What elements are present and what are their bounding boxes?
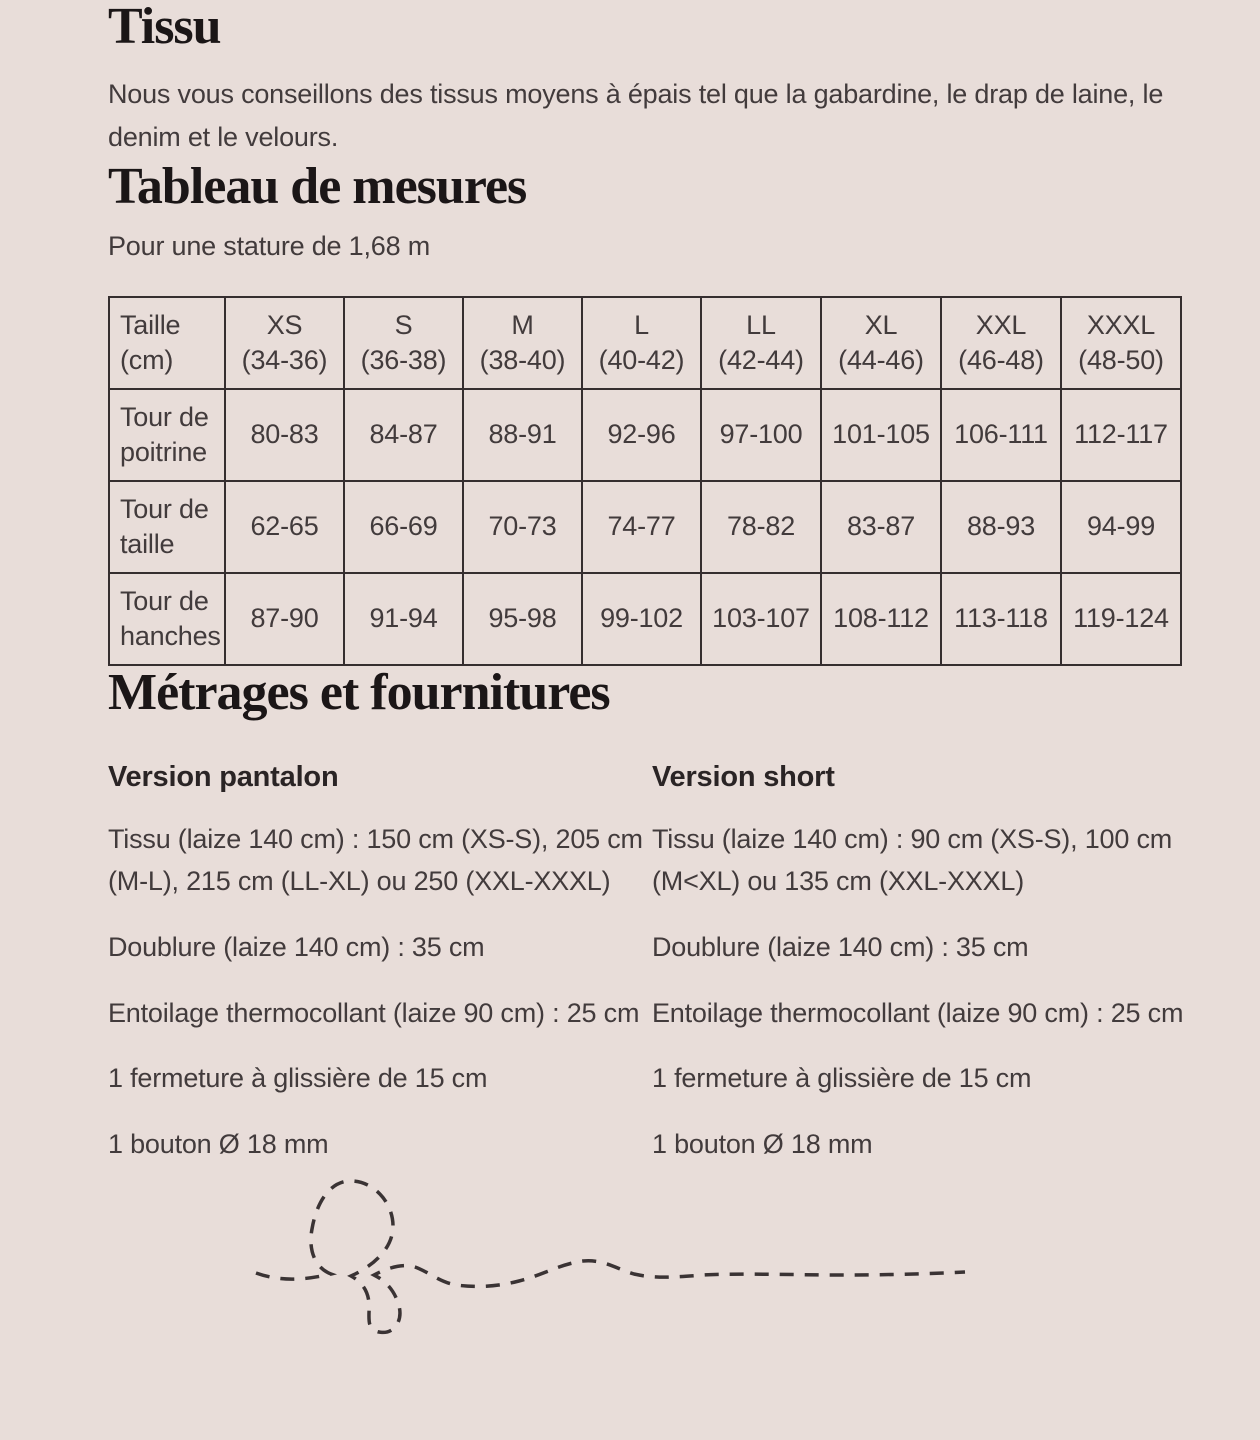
row-label: Tour de poitrine: [109, 389, 225, 481]
size-label: L: [634, 309, 649, 340]
size-column-header: [225, 297, 344, 389]
row-label: Tour de taille: [109, 481, 225, 573]
table-cell: 94-99: [1061, 481, 1181, 573]
size-table: [108, 296, 1182, 666]
size-column-header: [582, 297, 701, 389]
size-column-header: [941, 297, 1061, 389]
table-cell: 99-102: [582, 573, 701, 665]
table-cell: 62-65: [225, 481, 344, 573]
table-cell: 113-118: [941, 573, 1061, 665]
supply-item: Tissu (laize 140 cm) : 90 cm (XS-S), 100 cm (M<XL) ou 135 cm (XXL-XXXL): [652, 824, 1173, 896]
size-column-header: [344, 297, 463, 389]
table-cell: 74-77: [582, 481, 701, 573]
table-cell: 66-69: [344, 481, 463, 573]
size-column-header: [701, 297, 821, 389]
size-range: (44-46): [838, 344, 924, 375]
column-title-version-short: Version short: [652, 761, 835, 794]
size-label: XS: [266, 309, 303, 340]
column-version-short: [652, 742, 1190, 1166]
table-cell: 103-107: [701, 573, 821, 665]
supply-item: Tissu (laize 140 cm) : 150 cm (XS-S), 205 cm (M-L), 215 cm (LL-XL) ou 250 (XXL-XXXL): [108, 824, 643, 896]
size-label: XXL: [975, 309, 1027, 340]
supplies-columns: [108, 742, 1190, 1166]
supply-item: Doublure (laize 140 cm) : 35 cm: [652, 931, 1029, 962]
size-table-corner-cell: [109, 297, 225, 389]
size-column-header: [463, 297, 582, 389]
table-cell: 88-93: [941, 481, 1061, 573]
table-cell: 80-83: [225, 389, 344, 481]
table-cell: 84-87: [344, 389, 463, 481]
size-table-corner-sub: (cm): [120, 344, 174, 375]
size-table-header-row: [109, 297, 1181, 389]
stitch-thread-icon: [253, 1178, 968, 1346]
column-version-pantalon: [108, 742, 646, 1166]
section-title-tissu: Tissu: [108, 0, 221, 55]
size-range: (48-50): [1078, 344, 1164, 375]
table-cell: 95-98: [463, 573, 582, 665]
size-label: M: [511, 309, 534, 340]
table-cell: 112-117: [1061, 389, 1181, 481]
supply-item: 1 bouton Ø 18 mm: [652, 1129, 873, 1160]
supply-item: 1 bouton Ø 18 mm: [108, 1129, 329, 1160]
size-label: XXXL: [1086, 309, 1156, 340]
table-cell: 119-124: [1061, 573, 1181, 665]
size-label: S: [394, 309, 413, 340]
size-column-header: [1061, 297, 1181, 389]
table-cell: 101-105: [821, 389, 941, 481]
size-range: (46-48): [958, 344, 1044, 375]
supply-item: Entoilage thermocollant (laize 90 cm) : 25 cm: [108, 997, 640, 1028]
column-title-version-pantalon: Version pantalon: [108, 761, 339, 794]
table-cell: 91-94: [344, 573, 463, 665]
size-table-corner-label: Taille: [120, 309, 181, 340]
size-range: (42-44): [718, 344, 804, 375]
supply-item: 1 fermeture à glissière de 15 cm: [652, 1063, 1032, 1094]
table-cell: 78-82: [701, 481, 821, 573]
table-cell: 108-112: [821, 573, 941, 665]
size-range: (40-42): [598, 344, 685, 375]
stitch-thread-path: [256, 1181, 965, 1332]
stature-note: Pour une stature de 1,68 m: [108, 230, 431, 261]
table-cell: 92-96: [582, 389, 701, 481]
tissu-description: Nous vous conseillons des tissus moyens à épais tel que la gabardine, le drap de laine, le denim et le velours.: [108, 78, 1164, 153]
table-cell: 88-91: [463, 389, 582, 481]
size-range: (36-38): [360, 344, 447, 375]
table-row-tour-de-taille: [109, 481, 1181, 573]
size-column-header: [821, 297, 941, 389]
table-cell: 87-90: [225, 573, 344, 665]
supply-item: Doublure (laize 140 cm) : 35 cm: [108, 931, 485, 962]
section-title-metrages-et-fournitures: Métrages et fournitures: [108, 663, 610, 721]
table-cell: 97-100: [701, 389, 821, 481]
row-label: Tour de hanches: [109, 573, 225, 665]
size-range: (38-40): [479, 344, 566, 375]
table-row-tour-de-poitrine: [109, 389, 1181, 481]
table-cell: 106-111: [941, 389, 1061, 481]
stitch-squiggle-decoration: [253, 1178, 1190, 1351]
supply-item: 1 fermeture à glissière de 15 cm: [108, 1063, 488, 1094]
size-label: XL: [864, 309, 898, 340]
supply-item: Entoilage thermocollant (laize 90 cm) : 25 cm: [652, 997, 1184, 1028]
table-row-tour-de-hanches: [109, 573, 1181, 665]
size-label: LL: [746, 309, 776, 340]
section-title-tableau-de-mesures: Tableau de mesures: [108, 158, 527, 216]
size-range: (34-36): [241, 344, 328, 375]
table-cell: 70-73: [463, 481, 582, 573]
table-cell: 83-87: [821, 481, 941, 573]
